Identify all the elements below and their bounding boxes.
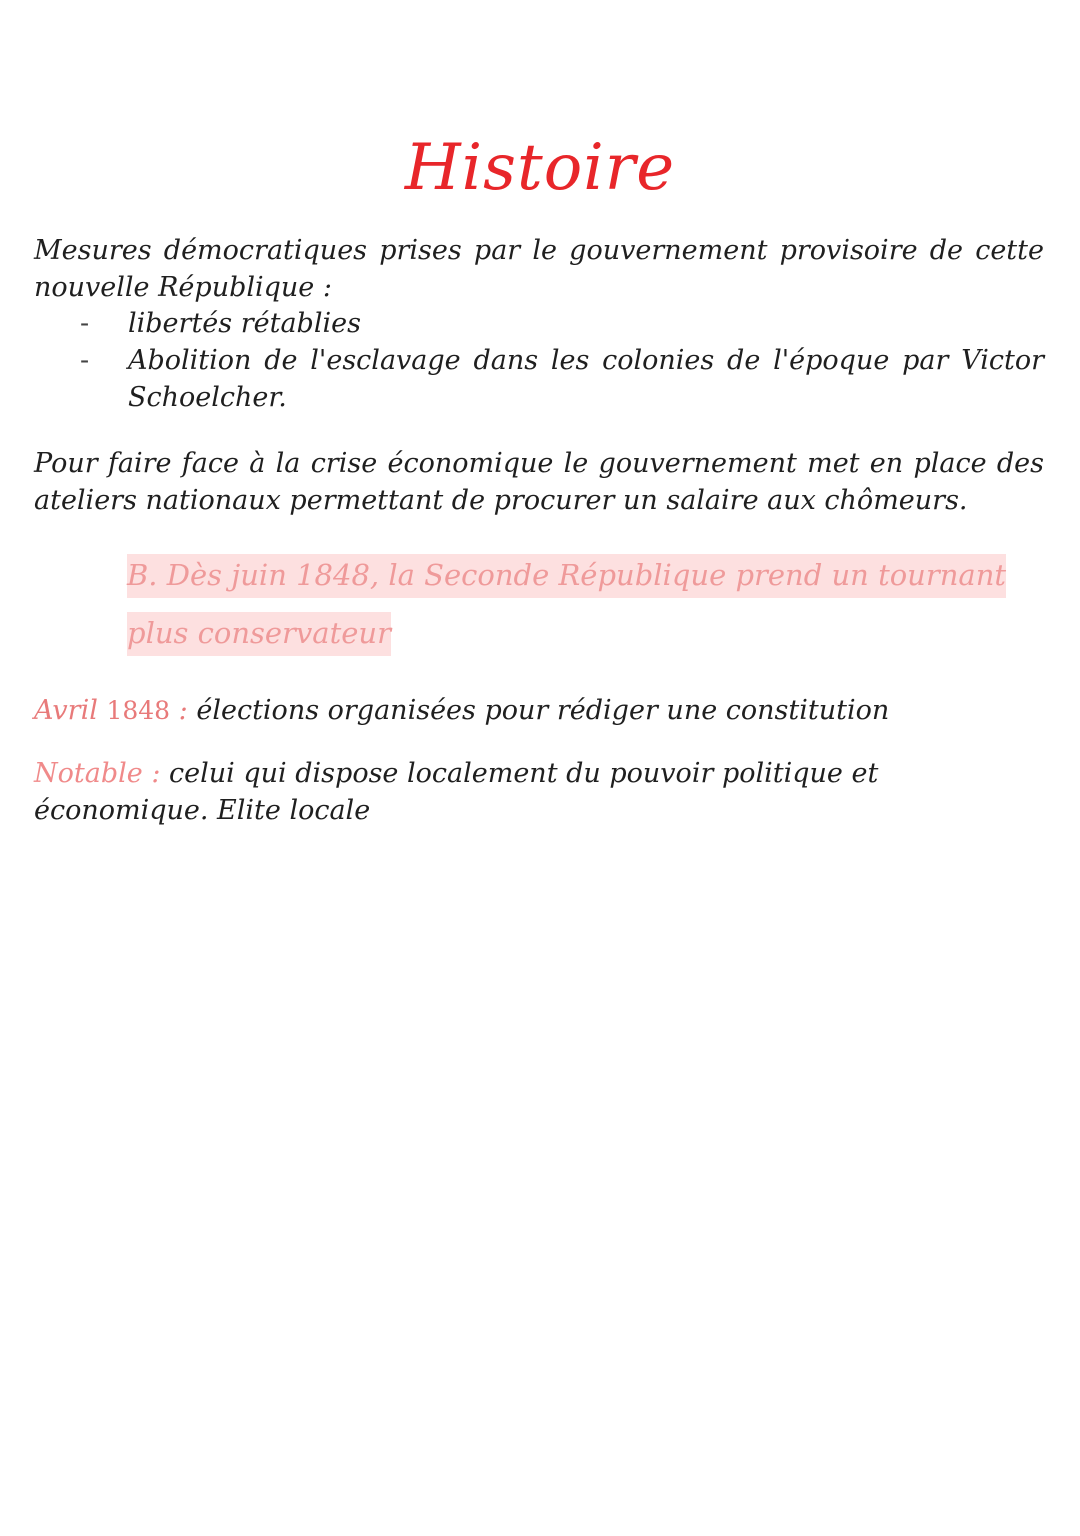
intro-paragraph: Mesures démocratiques prises par le gouvernement provisoire de cette nouvelle République : — [34, 235, 1044, 303]
list-item-text: libertés rétablies — [128, 308, 361, 339]
measures-list — [80, 305, 1044, 416]
list-item — [80, 305, 1044, 342]
term-definition: celui qui dispose localement du pouvoir politique et économique. Elite locale — [34, 758, 879, 826]
crisis-paragraph: Pour faire face à la crise économique le gouvernement met en place des ateliers nationaux permettant de procurer un salaire aux chômeurs. — [34, 448, 1044, 516]
term-label: Notable — [34, 758, 143, 789]
section-heading — [127, 546, 1045, 662]
bullet-dash: - — [80, 308, 90, 339]
date-separator: : — [178, 695, 188, 726]
page-title: Histoire — [404, 131, 676, 205]
list-item-text: Abolition de l'esclavage dans les colonies de l'époque par Victor Schoelcher. — [128, 345, 1044, 413]
term-separator: : — [151, 758, 161, 789]
section-heading-text: B. Dès juin 1848, la Seconde République prend un tournant plus conservateur — [127, 554, 1006, 656]
notable-definition — [34, 755, 1044, 829]
bullet-dash: - — [80, 345, 90, 376]
avril-line — [34, 692, 1044, 729]
list-item — [80, 342, 1044, 416]
date-label: Avril — [34, 695, 98, 726]
date-year: 1848 — [106, 696, 171, 725]
avril-text: élections organisées pour rédiger une constitution — [196, 695, 890, 726]
